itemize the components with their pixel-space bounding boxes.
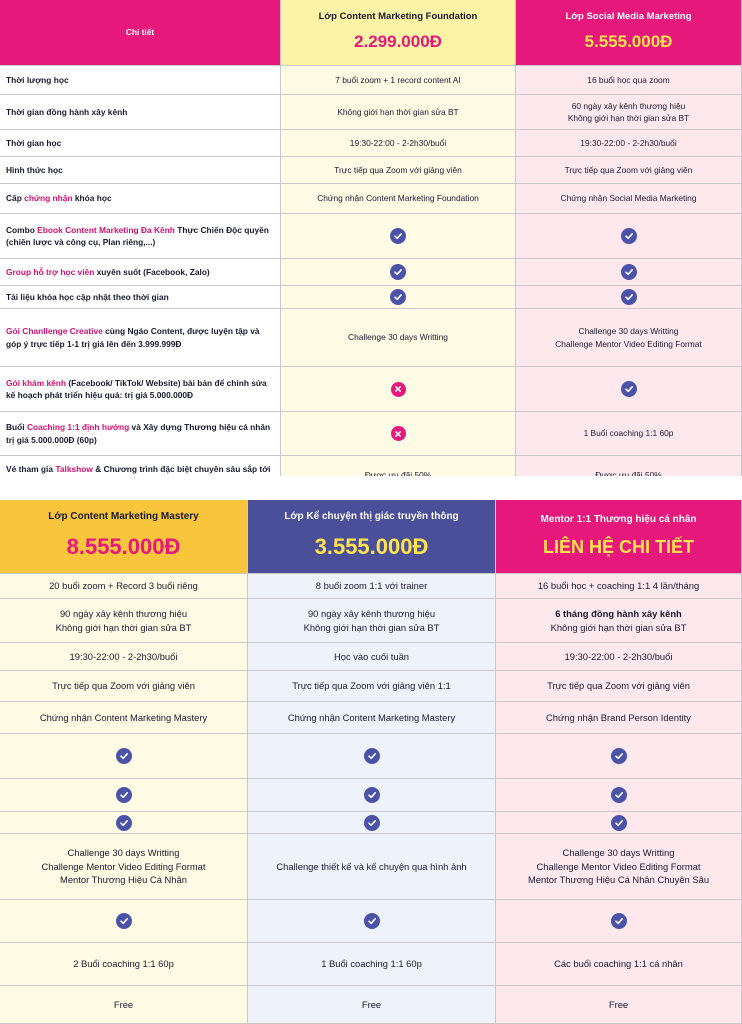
check-icon [116, 748, 132, 764]
table-cell: Chứng nhận Brand Person Identity [496, 702, 742, 734]
feature-label: Buổi Coaching 1:1 định hướng và Xây dựng Thương hiệu cá nhân trị giá 5.000.000Đ (60p) [0, 412, 281, 456]
cross-icon [391, 426, 406, 441]
header-course-mentor [496, 500, 742, 574]
course-price: 8.555.000Đ [66, 533, 181, 559]
table-cell [516, 286, 742, 309]
check-icon [390, 228, 406, 244]
table-cell: 6 tháng đồng hành xây kênh Không giới hạn thời gian sửa BT [496, 599, 742, 643]
check-icon [611, 748, 627, 764]
check-icon [611, 787, 627, 803]
check-icon [116, 787, 132, 803]
table-cell [248, 779, 496, 812]
table-cell: Các buổi coaching 1:1 cá nhân [496, 943, 742, 986]
course-name: Lớp Content Marketing Mastery [48, 511, 199, 523]
feature-label: Thời gian đồng hành xây kênh [0, 95, 281, 130]
check-icon [116, 815, 132, 831]
table-cell: 20 buổi zoom + Record 3 buổi riêng [0, 574, 248, 599]
feature-label: Cấp chứng nhận khóa học [0, 184, 281, 214]
header-detail-label: Chi tiết [0, 0, 281, 66]
check-icon [390, 264, 406, 280]
check-icon [621, 264, 637, 280]
table-cell [0, 812, 248, 834]
table-cell: Chứng nhận Social Media Marketing [516, 184, 742, 214]
course-price: LIÊN HỆ CHI TIẾT [542, 536, 694, 557]
table-cell: Học vào cuối tuần [248, 643, 496, 671]
table-cell: 8 buổi zoom 1:1 với trainer [248, 574, 496, 599]
table-cell: Challenge thiết kế và kể chuyện qua hình ảnh [248, 834, 496, 900]
table-cell: Free [248, 986, 496, 1024]
course-price: 3.555.000Đ [314, 533, 429, 559]
feature-label: Hình thức học [0, 157, 281, 184]
check-icon [390, 289, 406, 305]
table-cell: Challenge 30 days Writting Challenge Mentor Video Editing Format Mentor Thương Hiệu Cá Nhân Chuyên Sâu [496, 834, 742, 900]
table-cell: Challenge 30 days Writting Challenge Mentor Video Editing Format [516, 309, 742, 367]
header-course-foundation [281, 0, 516, 66]
check-icon [611, 913, 627, 929]
course-price: 5.555.000Đ [584, 32, 673, 52]
table-cell [0, 734, 248, 779]
table-cell: 16 buổi học + coaching 1:1 4 lần/tháng [496, 574, 742, 599]
table-cell [281, 259, 516, 286]
check-icon [621, 381, 637, 397]
table-cell [496, 812, 742, 834]
table-cell [496, 779, 742, 812]
table-cell: 1 Buổi coaching 1:1 60p [248, 943, 496, 986]
check-icon [621, 289, 637, 305]
table-cell [516, 214, 742, 259]
header-course-visual-storytelling [248, 500, 496, 574]
check-icon [116, 913, 132, 929]
comparison-table-top [0, 0, 742, 476]
table-cell: Trực tiếp qua Zoom với giảng viên [0, 671, 248, 702]
feature-label: Tài liệu khóa học cập nhật theo thời gian [0, 286, 281, 309]
check-icon [364, 787, 380, 803]
header-course-mastery [0, 500, 248, 574]
table-cell: 19:30-22:00 - 2-2h30/buổi [496, 643, 742, 671]
course-price: 2.299.000Đ [354, 32, 442, 52]
table-cell: 19:30-22:00 - 2-2h30/buổi [0, 643, 248, 671]
feature-label: Group hỗ trợ học viên xuyên suốt (Facebook, Zalo) [0, 259, 281, 286]
table-cell: Trực tiếp qua Zoom với giảng viên 1:1 [248, 671, 496, 702]
table-cell [281, 214, 516, 259]
feature-label: Combo Ebook Content Marketing Đa Kênh Thực Chiến Độc quyền (chiến lược và công cụ, Plan riêng,...) [0, 214, 281, 259]
table-cell: 19:30-22:00 - 2-2h30/buổi [516, 130, 742, 157]
table-cell [248, 812, 496, 834]
table-cell: Free [0, 986, 248, 1024]
check-icon [611, 815, 627, 831]
table-cell: 60 ngày xây kênh thương hiệu Không giới hạn thời gian sửa BT [516, 95, 742, 130]
table-cell: Challenge 30 days Writting Challenge Mentor Video Editing Format Mentor Thương Hiệu Cá Nhân [0, 834, 248, 900]
table-cell [248, 900, 496, 943]
table-separator [0, 476, 742, 500]
table-cell [0, 900, 248, 943]
table-cell: Chứng nhận Content Marketing Mastery [0, 702, 248, 734]
table-cell [496, 734, 742, 779]
table-cell [496, 900, 742, 943]
cross-icon [391, 382, 406, 397]
table-cell: Trực tiếp qua Zoom với giảng viên [516, 157, 742, 184]
table-cell [248, 734, 496, 779]
course-name: Lớp Social Media Marketing [565, 11, 692, 23]
table-cell: Challenge 30 days Writting [281, 309, 516, 367]
table-cell [281, 286, 516, 309]
table-cell: 90 ngày xây kênh thương hiệu Không giới hạn thời gian sửa BT [0, 599, 248, 643]
table-cell [281, 367, 516, 412]
course-name: Lớp Content Marketing Foundation [318, 11, 478, 23]
header-course-social-media [516, 0, 742, 66]
table-cell: 1 Buổi coaching 1:1 60p [516, 412, 742, 456]
table-cell [516, 367, 742, 412]
comparison-table-bottom [0, 500, 742, 1024]
course-name: Mentor 1:1 Thương hiệu cá nhân [540, 514, 697, 526]
feature-label: Gói khám kênh (Facebook/ TikTok/ Website) bài bản để chỉnh sửa kế hoạch phát triển hiệu quả: trị giá 5.000.000Đ [0, 367, 281, 412]
table-cell [281, 412, 516, 456]
check-icon [621, 228, 637, 244]
table-cell: 90 ngày xây kênh thương hiệu Không giới hạn thời gian sửa BT [248, 599, 496, 643]
feature-label: Vé tham gia Talkshow & Chương trình đặc biệt chuyên sâu sắp tới [0, 456, 281, 496]
feature-label: Gói Chanllenge Creative cùng Ngáo Content, được luyện tập và góp ý trực tiếp 1-1 trị giá lên đến 3.999.999Đ [0, 309, 281, 367]
check-icon [364, 748, 380, 764]
table-cell: 7 buổi zoom + 1 record content AI [281, 66, 516, 95]
feature-label: Thời lượng học [0, 66, 281, 95]
table-cell: Trực tiếp qua Zoom với giảng viên [496, 671, 742, 702]
table-cell: Free [496, 986, 742, 1024]
table-cell: 2 Buổi coaching 1:1 60p [0, 943, 248, 986]
table-cell: Trực tiếp qua Zoom với giảng viên [281, 157, 516, 184]
table-cell: Không giới hạn thời gian sửa BT [281, 95, 516, 130]
check-icon [364, 815, 380, 831]
table-cell: Chứng nhận Content Marketing Foundation [281, 184, 516, 214]
course-name: Lớp Kể chuyện thị giác truyền thông [284, 511, 459, 523]
check-icon [364, 913, 380, 929]
table-cell [516, 259, 742, 286]
table-cell: 19:30-22:00 - 2-2h30/buổi [281, 130, 516, 157]
table-cell: 16 buổi học qua zoom [516, 66, 742, 95]
feature-label: Thời gian học [0, 130, 281, 157]
table-cell [0, 779, 248, 812]
table-cell: Chứng nhận Content Marketing Mastery [248, 702, 496, 734]
